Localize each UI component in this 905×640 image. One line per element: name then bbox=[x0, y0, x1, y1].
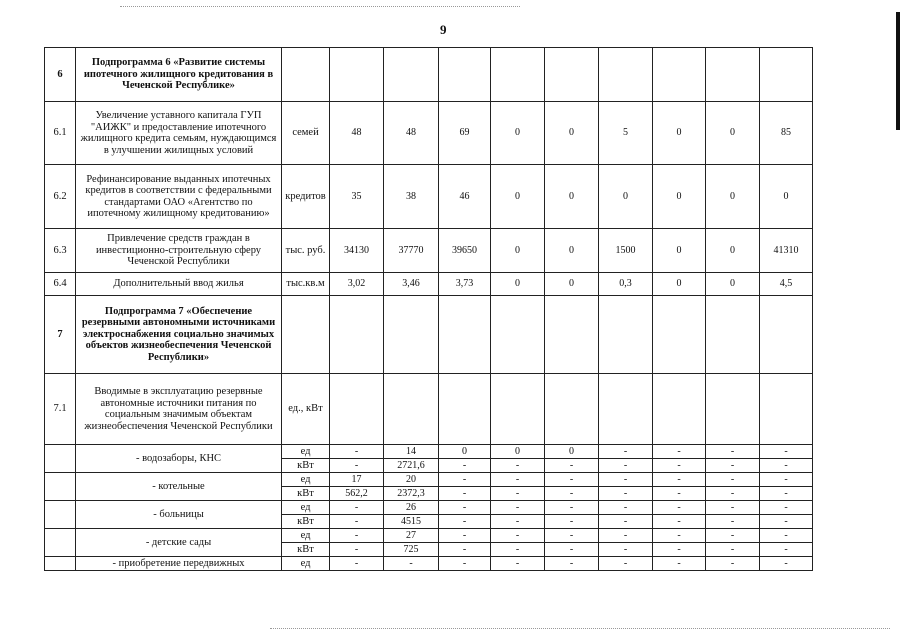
value-cell: - bbox=[599, 459, 653, 473]
value-cell: - bbox=[760, 529, 813, 543]
value-cell bbox=[760, 296, 813, 374]
value-cell bbox=[439, 296, 491, 374]
value-cell: 0 bbox=[599, 165, 653, 229]
value-cell: - bbox=[706, 529, 760, 543]
value-cell: 0 bbox=[491, 102, 545, 165]
value-cell: 0 bbox=[653, 229, 706, 273]
value-cell bbox=[491, 374, 545, 445]
value-cell: 3,46 bbox=[384, 273, 439, 296]
value-cell: 0 bbox=[653, 102, 706, 165]
value-cell: - bbox=[545, 515, 599, 529]
value-cell: - bbox=[653, 557, 706, 571]
value-cell: - bbox=[706, 473, 760, 487]
row-number-cell: 7.1 bbox=[45, 374, 76, 445]
value-cell: - bbox=[760, 543, 813, 557]
value-cell: - bbox=[439, 529, 491, 543]
value-cell: 35 bbox=[330, 165, 384, 229]
table-subrow bbox=[45, 473, 813, 487]
value-cell bbox=[599, 374, 653, 445]
value-cell: 3,73 bbox=[439, 273, 491, 296]
value-cell: 41310 bbox=[760, 229, 813, 273]
value-cell: - bbox=[491, 557, 545, 571]
value-cell bbox=[545, 374, 599, 445]
value-cell: - bbox=[760, 459, 813, 473]
value-cell bbox=[760, 374, 813, 445]
empty-number-cell bbox=[45, 473, 76, 501]
value-cell: - bbox=[653, 487, 706, 501]
value-cell bbox=[599, 48, 653, 102]
value-cell: 0 bbox=[545, 273, 599, 296]
value-cell: - bbox=[599, 501, 653, 515]
value-cell: - bbox=[330, 459, 384, 473]
value-cell: - bbox=[491, 487, 545, 501]
value-cell bbox=[653, 374, 706, 445]
subrow-name-cell: - приобретение передвижных bbox=[76, 557, 282, 571]
value-cell: - bbox=[545, 459, 599, 473]
value-cell: - bbox=[599, 515, 653, 529]
row-number-cell: 6.1 bbox=[45, 102, 76, 165]
value-cell: 48 bbox=[384, 102, 439, 165]
value-cell bbox=[653, 296, 706, 374]
value-cell: 725 bbox=[384, 543, 439, 557]
unit-cell bbox=[282, 296, 330, 374]
value-cell bbox=[760, 48, 813, 102]
value-cell: - bbox=[760, 515, 813, 529]
value-cell: 0 bbox=[653, 165, 706, 229]
unit-cell: семей bbox=[282, 102, 330, 165]
value-cell bbox=[545, 48, 599, 102]
value-cell: 0 bbox=[545, 445, 599, 459]
subrow-name-cell: - водозаборы, КНС bbox=[76, 445, 282, 473]
value-cell: - bbox=[439, 459, 491, 473]
value-cell: - bbox=[491, 515, 545, 529]
table-row bbox=[45, 374, 813, 445]
value-cell: - bbox=[330, 445, 384, 459]
value-cell: - bbox=[599, 445, 653, 459]
unit-cell: кВт bbox=[282, 515, 330, 529]
value-cell: - bbox=[330, 529, 384, 543]
value-cell: - bbox=[439, 543, 491, 557]
value-cell bbox=[706, 48, 760, 102]
value-cell: 39650 bbox=[439, 229, 491, 273]
value-cell bbox=[330, 296, 384, 374]
value-cell: 5 bbox=[599, 102, 653, 165]
value-cell: - bbox=[545, 543, 599, 557]
page-number: 9 bbox=[440, 22, 447, 37]
value-cell: - bbox=[545, 473, 599, 487]
value-cell: 0 bbox=[491, 445, 545, 459]
value-cell bbox=[599, 296, 653, 374]
value-cell: - bbox=[706, 515, 760, 529]
value-cell: - bbox=[706, 557, 760, 571]
unit-cell: ед., кВт bbox=[282, 374, 330, 445]
value-cell: 20 bbox=[384, 473, 439, 487]
value-cell bbox=[653, 48, 706, 102]
value-cell: 37770 bbox=[384, 229, 439, 273]
unit-cell: ед bbox=[282, 557, 330, 571]
value-cell: 0 bbox=[491, 229, 545, 273]
table-row bbox=[45, 165, 813, 229]
empty-number-cell bbox=[45, 445, 76, 473]
value-cell: - bbox=[330, 557, 384, 571]
value-cell bbox=[384, 48, 439, 102]
value-cell: - bbox=[330, 543, 384, 557]
value-cell: - bbox=[760, 445, 813, 459]
unit-cell: ед bbox=[282, 501, 330, 515]
value-cell: - bbox=[706, 487, 760, 501]
value-cell: - bbox=[439, 487, 491, 501]
value-cell: - bbox=[706, 543, 760, 557]
value-cell: 0 bbox=[653, 273, 706, 296]
unit-cell: ед bbox=[282, 529, 330, 543]
subrow-name-cell: - котельные bbox=[76, 473, 282, 501]
value-cell: - bbox=[653, 459, 706, 473]
value-cell: - bbox=[706, 445, 760, 459]
indicators-table bbox=[44, 47, 813, 571]
value-cell bbox=[706, 374, 760, 445]
value-cell bbox=[706, 296, 760, 374]
value-cell bbox=[384, 296, 439, 374]
value-cell bbox=[330, 374, 384, 445]
value-cell: 0 bbox=[439, 445, 491, 459]
subrow-name-cell: - больницы bbox=[76, 501, 282, 529]
scan-noise-bottom bbox=[270, 628, 890, 630]
unit-cell: кВт bbox=[282, 543, 330, 557]
table-row bbox=[45, 296, 813, 374]
row-name-cell: Подпрограмма 7 «Обеспечение резервными автономными источниками электроснабжения социально значимых объектов жизнеобеспечения Чеченской Республики» bbox=[76, 296, 282, 374]
value-cell: 2372,3 bbox=[384, 487, 439, 501]
value-cell bbox=[491, 296, 545, 374]
value-cell: 4,5 bbox=[760, 273, 813, 296]
value-cell: 0 bbox=[491, 165, 545, 229]
row-number-cell: 7 bbox=[45, 296, 76, 374]
row-number-cell: 6.3 bbox=[45, 229, 76, 273]
value-cell: 46 bbox=[439, 165, 491, 229]
table-subrow bbox=[45, 557, 813, 571]
unit-cell: кредитов bbox=[282, 165, 330, 229]
value-cell: 0 bbox=[706, 102, 760, 165]
value-cell: 0 bbox=[706, 273, 760, 296]
unit-cell: ед bbox=[282, 445, 330, 459]
value-cell: - bbox=[760, 487, 813, 501]
value-cell bbox=[384, 374, 439, 445]
value-cell: - bbox=[330, 515, 384, 529]
scan-edge-mark bbox=[896, 12, 900, 130]
value-cell: - bbox=[760, 473, 813, 487]
value-cell: 0 bbox=[545, 165, 599, 229]
value-cell bbox=[330, 48, 384, 102]
empty-number-cell bbox=[45, 557, 76, 571]
value-cell: - bbox=[545, 487, 599, 501]
value-cell: - bbox=[599, 529, 653, 543]
row-number-cell: 6.2 bbox=[45, 165, 76, 229]
value-cell: - bbox=[653, 501, 706, 515]
subrow-name-cell: - детские сады bbox=[76, 529, 282, 557]
value-cell: - bbox=[653, 529, 706, 543]
value-cell: 0 bbox=[706, 229, 760, 273]
value-cell: - bbox=[491, 529, 545, 543]
value-cell: - bbox=[706, 501, 760, 515]
value-cell: - bbox=[545, 529, 599, 543]
value-cell: 0 bbox=[491, 273, 545, 296]
value-cell: - bbox=[491, 543, 545, 557]
row-number-cell: 6 bbox=[45, 48, 76, 102]
value-cell: 2721,6 bbox=[384, 459, 439, 473]
row-name-cell: Увеличение уставного капитала ГУП "АИЖК" и предоставление ипотечного жилищного кредита семьям, нуждающимся в улучшении жилищных условий bbox=[76, 102, 282, 165]
value-cell: - bbox=[653, 543, 706, 557]
table-row bbox=[45, 273, 813, 296]
value-cell: - bbox=[439, 501, 491, 515]
value-cell bbox=[439, 48, 491, 102]
value-cell: - bbox=[599, 473, 653, 487]
empty-number-cell bbox=[45, 529, 76, 557]
value-cell: - bbox=[384, 557, 439, 571]
value-cell: 17 bbox=[330, 473, 384, 487]
unit-cell bbox=[282, 48, 330, 102]
value-cell: 69 bbox=[439, 102, 491, 165]
value-cell bbox=[491, 48, 545, 102]
unit-cell: кВт bbox=[282, 459, 330, 473]
value-cell: 562,2 bbox=[330, 487, 384, 501]
value-cell bbox=[545, 296, 599, 374]
table-subrow bbox=[45, 445, 813, 459]
unit-cell: тыс. руб. bbox=[282, 229, 330, 273]
value-cell: 27 bbox=[384, 529, 439, 543]
value-cell: - bbox=[545, 557, 599, 571]
value-cell: 14 bbox=[384, 445, 439, 459]
value-cell: 0 bbox=[545, 102, 599, 165]
value-cell: - bbox=[599, 487, 653, 501]
value-cell: 0,3 bbox=[599, 273, 653, 296]
value-cell: - bbox=[491, 473, 545, 487]
value-cell: - bbox=[439, 515, 491, 529]
table-row bbox=[45, 229, 813, 273]
row-number-cell: 6.4 bbox=[45, 273, 76, 296]
value-cell: 0 bbox=[706, 165, 760, 229]
value-cell: - bbox=[330, 501, 384, 515]
value-cell: 0 bbox=[760, 165, 813, 229]
unit-cell: кВт bbox=[282, 487, 330, 501]
value-cell: - bbox=[653, 515, 706, 529]
value-cell: 38 bbox=[384, 165, 439, 229]
value-cell: - bbox=[653, 445, 706, 459]
unit-cell: тыс.кв.м bbox=[282, 273, 330, 296]
value-cell: 26 bbox=[384, 501, 439, 515]
value-cell: - bbox=[491, 459, 545, 473]
value-cell: - bbox=[760, 557, 813, 571]
value-cell: 1500 bbox=[599, 229, 653, 273]
value-cell: - bbox=[491, 501, 545, 515]
table-row bbox=[45, 102, 813, 165]
row-name-cell: Рефинансирование выданных ипотечных кредитов в соответствии с федеральными стандартами ОАО «Агентство по ипотечному жилищному кредитованию» bbox=[76, 165, 282, 229]
value-cell: - bbox=[439, 473, 491, 487]
row-name-cell: Привлечение средств граждан в инвестиционно-строительную сферу Чеченской Республики bbox=[76, 229, 282, 273]
scan-noise-top bbox=[120, 6, 520, 8]
row-name-cell: Подпрограмма 6 «Развитие системы ипотечного жилищного кредитования в Чеченской Республике» bbox=[76, 48, 282, 102]
unit-cell: ед bbox=[282, 473, 330, 487]
row-name-cell: Дополнительный ввод жилья bbox=[76, 273, 282, 296]
value-cell: - bbox=[439, 557, 491, 571]
value-cell: - bbox=[599, 543, 653, 557]
value-cell: - bbox=[653, 473, 706, 487]
table-subrow bbox=[45, 529, 813, 543]
value-cell: 34130 bbox=[330, 229, 384, 273]
table-subrow bbox=[45, 501, 813, 515]
value-cell: - bbox=[599, 557, 653, 571]
value-cell bbox=[439, 374, 491, 445]
value-cell: - bbox=[760, 501, 813, 515]
value-cell: 4515 bbox=[384, 515, 439, 529]
value-cell: 85 bbox=[760, 102, 813, 165]
empty-number-cell bbox=[45, 501, 76, 529]
value-cell: 3,02 bbox=[330, 273, 384, 296]
value-cell: 48 bbox=[330, 102, 384, 165]
value-cell: - bbox=[545, 501, 599, 515]
value-cell: - bbox=[706, 459, 760, 473]
table-row bbox=[45, 48, 813, 102]
value-cell: 0 bbox=[545, 229, 599, 273]
row-name-cell: Вводимые в эксплуатацию резервные автономные источники питания по социальным значимым объектам жизнеобеспечения Чеченской Республики bbox=[76, 374, 282, 445]
